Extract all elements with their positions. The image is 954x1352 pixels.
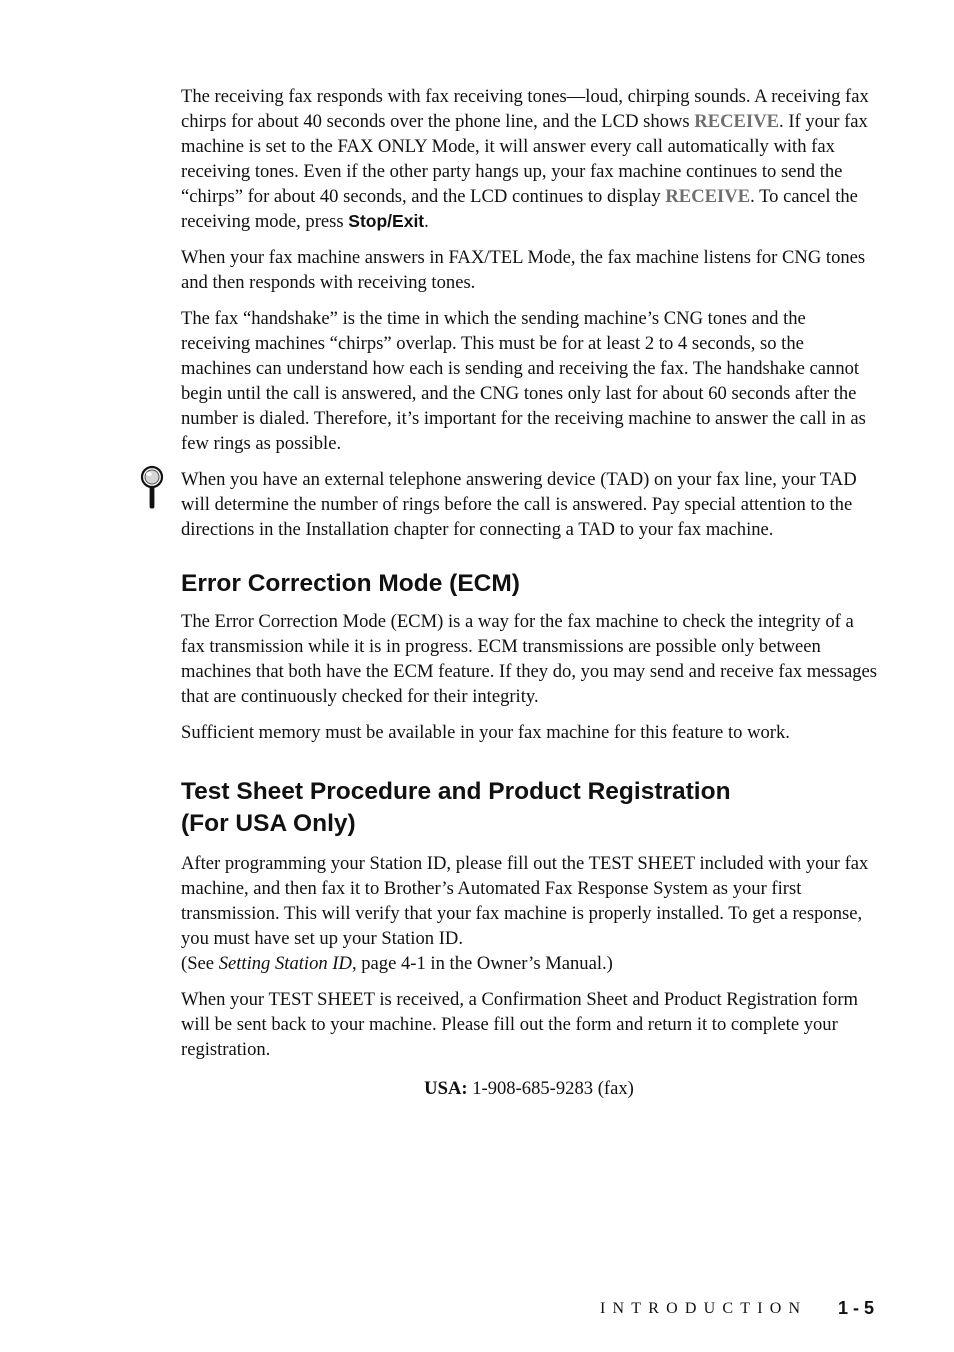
text-run: . <box>424 211 429 232</box>
text-run: , page 4-1 in the Owner’s Manual.) <box>351 953 613 974</box>
heading-test-sheet <box>181 776 877 840</box>
paragraph-ecm-description: The Error Correction Mode (ECM) is a way for the fax machine to check the integrity of a fax transmission while it is in progress. ECM transmissions are possible only between machines that both have the ECM feature. If they do, you may send and receive fax messages that are continuously checked for their integrity. <box>181 611 877 707</box>
page-content <box>181 84 877 1112</box>
key-label-stop-exit: Stop/Exit <box>348 211 425 231</box>
note-block <box>181 467 877 542</box>
text-run: (See <box>181 953 219 974</box>
usa-label: USA: <box>424 1078 468 1099</box>
heading-ecm: Error Correction Mode (ECM) <box>181 570 520 597</box>
paragraph-handshake: The fax “handshake” is the time in which the sending machine’s CNG tones and the receiving machines “chirps” overlap. This must be for at least 2 to 4 seconds, so the machines can understand how each is sending and receiving the fax. The handshake cannot begin until the call is answered, and the CNG tones only last for about 60 seconds after the number is dialed. Therefore, it’s important for the receiving machine to answer the call in as few rings as possible. <box>181 308 866 454</box>
paragraph-fax-tel-mode: When your fax machine answers in FAX/TEL Mode, the fax machine listens for CNG tones and then responds with receiving tones. <box>181 247 866 293</box>
paragraph-ecm-memory: Sufficient memory must be available in your fax machine for this feature to work. <box>181 722 790 743</box>
lcd-message: RECEIVE <box>665 186 751 207</box>
paragraph-test-sheet-instructions <box>181 851 877 976</box>
lcd-message: RECEIVE <box>694 111 780 132</box>
text-run: After programming your Station ID, please fill out the TEST SHEET included with your fax machine, and then fax it to Brother’s Automated Fax Response System as your first transmission. This will verify that your fax machine is properly installed. To get a response, you must have set up your Station ID. <box>181 853 869 949</box>
magnifier-note-icon <box>137 465 171 513</box>
text-run: . If your fax machine is set to the FAX ONLY Mode, it will answer every call automatically with fax receiving tones. Even if the other party hangs up, your fax machine continues to send the “chirps” for about 40 seconds, and the LCD continues to display <box>181 111 868 207</box>
heading-line: Test Sheet Procedure and Product Registration <box>181 778 731 805</box>
heading-line: (For USA Only) <box>181 810 356 837</box>
footer-page-number: 1 - 5 <box>838 1298 875 1318</box>
paragraph-confirmation-sheet: When your TEST SHEET is received, a Confirmation Sheet and Product Registration form will be sent back to your machine. Please fill out the form and return it to complete your registration. <box>181 989 858 1060</box>
text-run: The receiving fax responds with fax receiving tones—loud, chirping sounds. A receiving fax chirps for about 40 seconds over the phone line, and the LCD shows <box>181 86 869 132</box>
footer-section-title: INTRODUCTION <box>600 1300 808 1317</box>
fax-number: 1-908-685-9283 (fax) <box>467 1078 634 1099</box>
text-run: . To cancel the receiving mode, press <box>181 186 858 232</box>
paragraph-receiving-tones <box>181 84 877 234</box>
cross-reference: Setting Station ID <box>218 953 352 974</box>
usa-fax-number <box>181 1076 877 1101</box>
note-text: When you have an external telephone answering device (TAD) on your fax line, your TAD will determine the number of rings before the call is answered. Pay special attention to the directions in the Installation chapter for connecting a TAD to your fax machine. <box>181 469 857 540</box>
